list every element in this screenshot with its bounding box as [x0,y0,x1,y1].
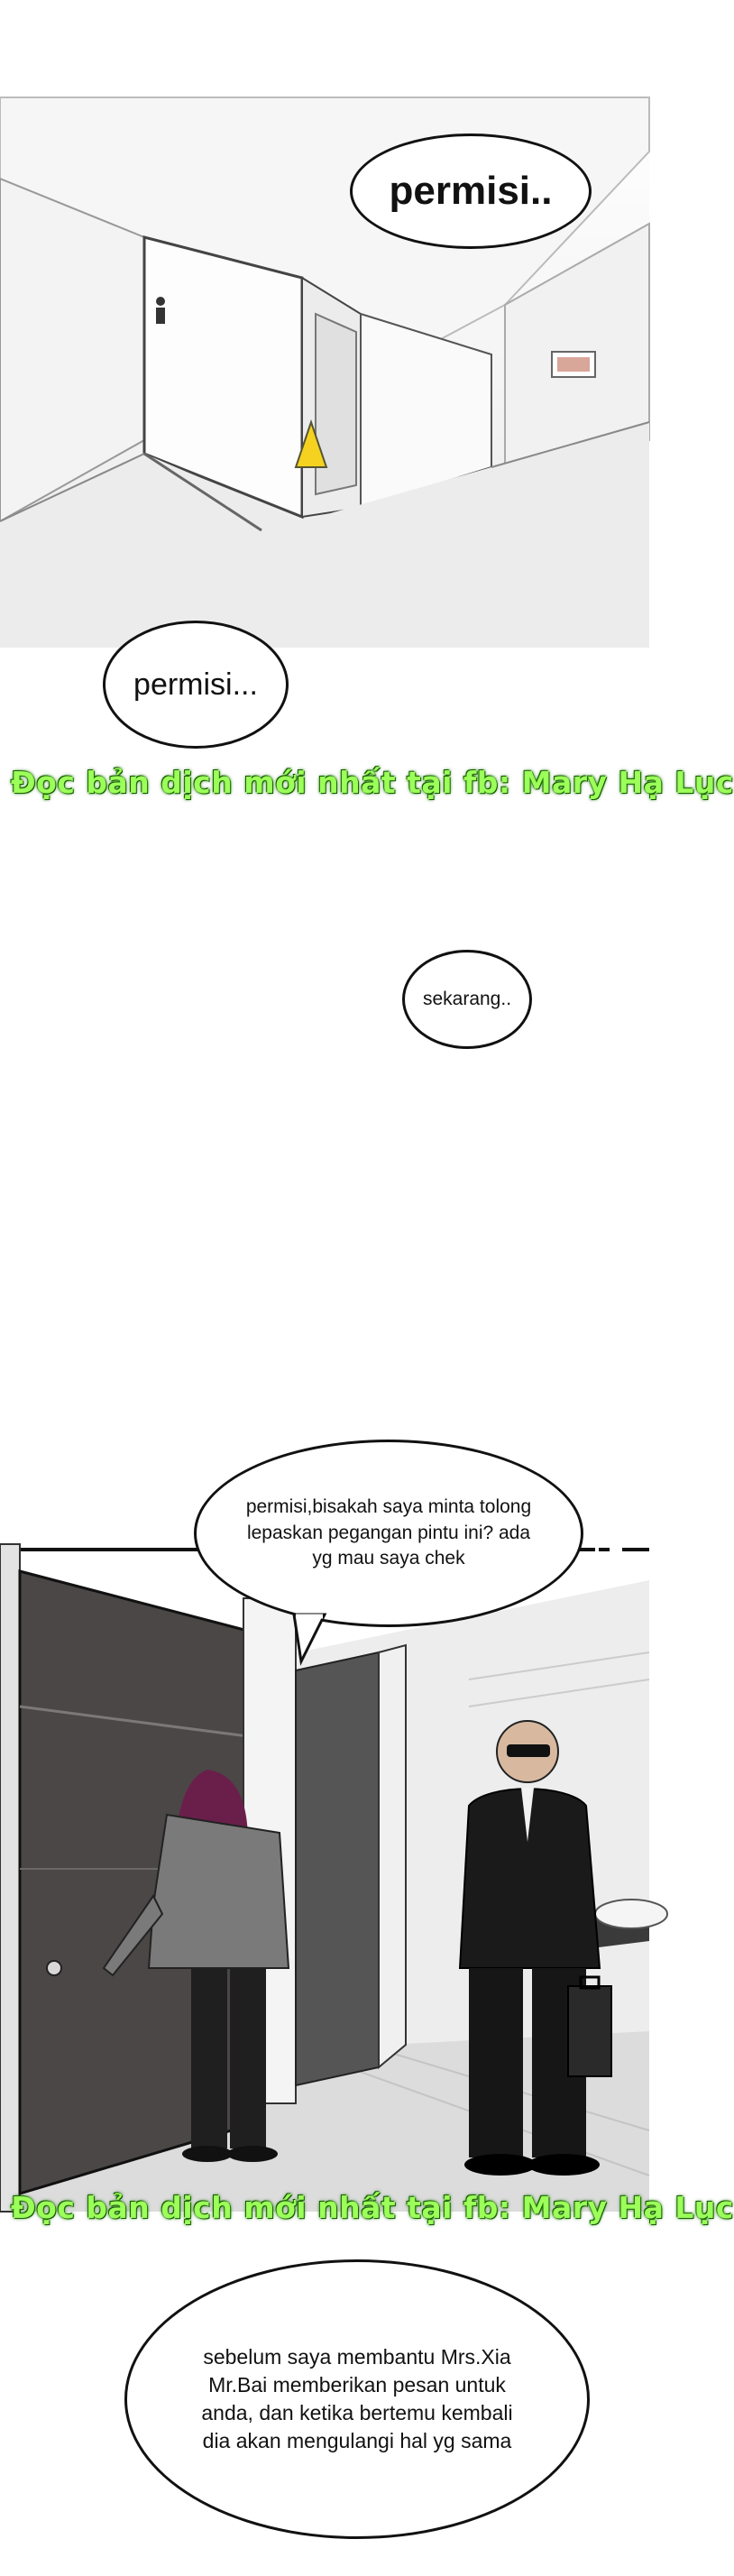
bubble-tail [289,1615,343,1669]
translator-watermark: Đọc bản dịch mới nhất tại fb: Mary Hạ Lục [11,2190,734,2225]
translator-watermark: Đọc bản dịch mới nhất tại fb: Mary Hạ Lục [11,765,734,800]
speech-bubble-guard [194,1440,583,1627]
speech-bubble-top-right [350,133,592,249]
bubble-text: sekarang.. [422,989,512,1009]
bubble-text: sebelum saya membantu Mrs.Xia Mr.Bai memberikan pesan untuk anda, dan ketika bertemu kembali dia akan mengulangi hal yg sama [201,2344,513,2453]
speech-bubble-middle [402,950,532,1049]
speech-bubble-bottom [124,2259,590,2539]
bubble-text: permisi.. [389,169,553,213]
speech-bubble-top-left [103,621,289,749]
bubble-text: permisi,bisakah saya minta tolong lepaskan pegangan pintu ini? ada yg mau saya chek [245,1496,532,1569]
bubble-text: permisi... [133,667,258,702]
